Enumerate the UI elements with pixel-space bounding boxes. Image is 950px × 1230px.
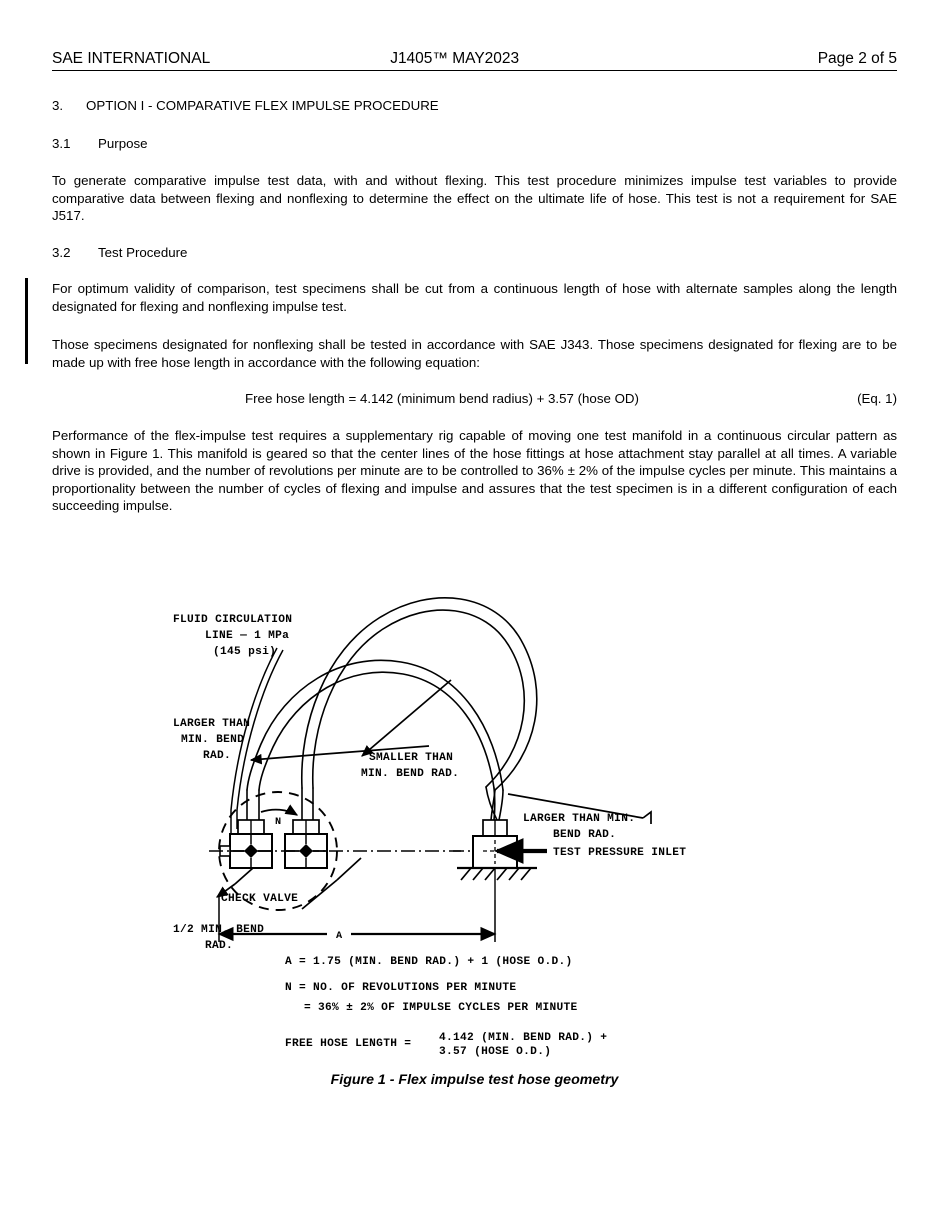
manifold-left [285, 820, 327, 868]
section-3-number: 3. [52, 98, 64, 113]
figure-1-notes-continued [165, 998, 785, 1064]
section-3-title: OPTION I - COMPARATIVE FLEX IMPULSE PROCEDURE [86, 98, 439, 113]
leader-lines [217, 680, 651, 909]
label-smaller-2: MIN. BEND RAD. [360, 768, 459, 780]
section-3-2-paragraph-1: For optimum validity of comparison, test specimens shall be cut from a continuous length of hose with alternate samples along the length designated for flexing and nonflexing impulse test. [52, 281, 897, 314]
note-equation-n2: = 36% ± 2% OF IMPULSE CYCLES PER MINUTE [303, 1002, 578, 1014]
label-fluid-line-1: FLUID CIRCULATION [172, 614, 292, 626]
rotation-arrow [261, 810, 297, 828]
label-larger-left-1: LARGER THAN [172, 718, 250, 730]
dimension-a-label: A [335, 931, 342, 942]
manifold-fixed-right [453, 820, 537, 900]
rotation-label: N [274, 817, 281, 828]
figure-1-caption: Figure 1 - Flex impulse test hose geometry [330, 1072, 619, 1088]
note-equation-n1: N = NO. OF REVOLUTIONS PER MINUTE [284, 982, 516, 994]
hose-crossing-detail [486, 787, 503, 820]
label-fluid-line-3: (145 psi) [212, 646, 276, 658]
section-3-1-number: 3.1 [52, 136, 71, 151]
equation-1-tag: (Eq. 1) [857, 391, 897, 406]
section-3-1-title: Purpose [98, 136, 148, 151]
section-3-2-paragraph-3: Performance of the flex-impulse test requires a supplementary rig capable of moving one test manifold in a continuous circular pattern as shown in Figure 1. This manifold is geared so that the center lines of the hose fittings at hose attachment stay parallel at all times. A variable drive is provided, and the number of revolutions per minute are to be controlled to 36% ± 2% of the impulse cycles per minute. This maintains a proportionality between the number of cycles of flexing and impulse and assures that the test specimen is in a different configuration of each succeeding impulse. [52, 428, 897, 514]
label-larger-right-2: BEND RAD. [552, 829, 616, 841]
label-larger-left-2: MIN. BEND [180, 734, 244, 746]
equation-1-row [52, 391, 897, 406]
figure-1-drawing [165, 528, 785, 998]
label-test-pressure-inlet: TEST PRESSURE INLET [552, 847, 686, 859]
section-3-2-paragraph-2: Those specimens designated for nonflexing shall be tested in accordance with SAE J343. Those specimens designated for flexing are to be made up with free hose length in accordance with the following equation: [52, 337, 897, 370]
page-header [52, 42, 897, 71]
figure-labels [173, 614, 686, 952]
label-fluid-line-2: LINE — 1 MPa [204, 630, 289, 642]
label-half-bend-2: RAD. [204, 940, 233, 952]
note-equation-a: A = 1.75 (MIN. BEND RAD.) + 1 (HOSE O.D.) [284, 956, 573, 968]
label-smaller-1: SMALLER THAN [368, 752, 453, 764]
section-3-2-title: Test Procedure [98, 245, 188, 260]
note-free-hose-length-line-2: 3.57 (HOSE O.D.) [438, 1046, 551, 1058]
label-larger-right-1: LARGER THAN MIN. [522, 813, 635, 825]
label-larger-left-3: RAD. [202, 750, 231, 762]
section-3-heading [52, 97, 897, 115]
figure-1 [52, 528, 897, 1088]
note-free-hose-length-label: FREE HOSE LENGTH = [284, 1038, 411, 1050]
section-3-1-heading [52, 135, 897, 153]
figure-notes [285, 956, 573, 994]
section-3-2-heading [52, 244, 897, 262]
header-page-number: Page 2 of 5 [817, 50, 897, 67]
header-organization: SAE INTERNATIONAL [52, 50, 211, 67]
label-check-valve: CHECK VALVE [220, 893, 298, 905]
equation-1-expression: Free hose length = 4.142 (minimum bend radius) + 3.57 (hose OD) [245, 391, 639, 406]
header-document-id: J1405™ MAY2023 [390, 50, 520, 67]
revision-change-bar [25, 278, 28, 364]
section-3-1-paragraph: To generate comparative impulse test data, with and without flexing. This test procedure minimizes impulse test variables to provide comparative data between flexing and nonflexing to determine the effect on the ultimate life of hose. This test is not a requirement for SAE J517. [52, 173, 897, 224]
section-3-2-number: 3.2 [52, 245, 71, 260]
note-free-hose-length-line-1: 4.142 (MIN. BEND RAD.) + [438, 1032, 607, 1044]
label-half-bend-1: 1/2 MIN. BEND [172, 924, 264, 936]
